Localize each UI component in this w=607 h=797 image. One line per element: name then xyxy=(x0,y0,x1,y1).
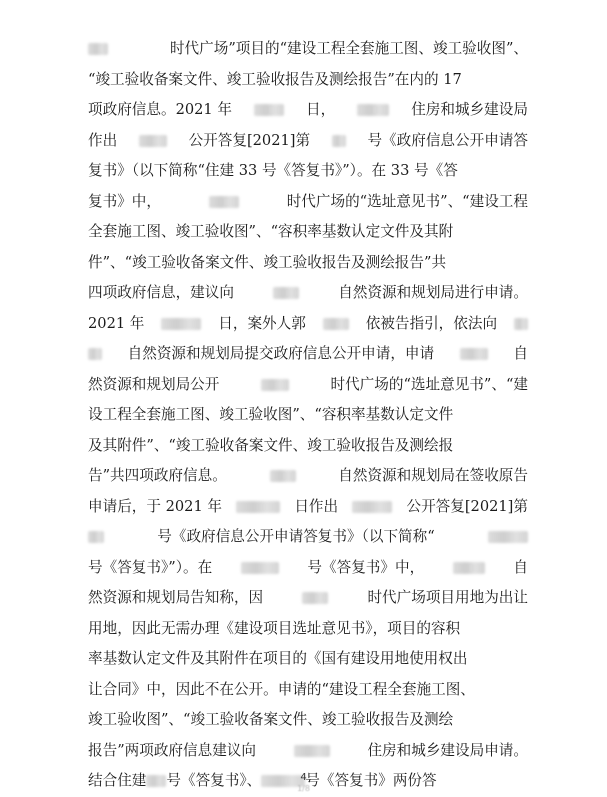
text-line xyxy=(88,583,528,614)
redaction-blur xyxy=(161,318,201,330)
text-segment: 设工程全套施工图、竣工验收图”、“容积率基数认定文件 xyxy=(88,406,454,423)
text-segment: 公开答复[2021]第 xyxy=(188,131,311,149)
text-segment: 结合住建 xyxy=(88,772,147,789)
text-segment: 号《政府信息公开申请答 xyxy=(367,131,528,149)
text-segment: 2021 年 xyxy=(88,314,145,332)
redaction-blur xyxy=(254,104,284,116)
redaction-blur xyxy=(453,562,485,574)
text-segment: 自然资源和规划局提交政府信息公开申请，申请 xyxy=(127,345,435,362)
text-segment: 然资源和规划局公开 xyxy=(88,375,220,393)
redaction-blur xyxy=(357,104,389,116)
text-segment: 件”、“竣工验收备案文件、竣工验收报告及测绘报告”共 xyxy=(88,253,447,271)
text-line xyxy=(88,339,528,370)
text-segment: 时代广场的“选址意见书”、“建设工程 xyxy=(286,192,528,210)
text-line xyxy=(88,614,528,645)
page-total: 1/8 xyxy=(297,784,310,793)
redaction-blur xyxy=(241,562,279,574)
redaction-blur xyxy=(209,196,239,208)
text-segment: 项政府信息。2021 年 xyxy=(88,101,232,118)
text-segment: 时代广场项目用地为出让 xyxy=(367,589,528,606)
text-segment: 作出 xyxy=(88,131,118,149)
redaction-blur xyxy=(261,379,289,391)
redaction-blur xyxy=(488,531,528,543)
text-line xyxy=(88,492,528,523)
text-segment: 四项政府信息，建议向 xyxy=(88,284,234,301)
redaction-blur xyxy=(270,470,296,482)
text-segment: 用地，因此无需办理《建设项目选址意见书》，项目的容积 xyxy=(88,619,461,637)
redaction-blur xyxy=(460,348,488,360)
body-text xyxy=(88,34,528,797)
redaction-blur xyxy=(88,348,102,360)
text-segment: 自然资源和规划局在签收原告 xyxy=(338,467,528,484)
text-segment: 日作出 xyxy=(294,497,339,515)
text-segment: 告”共四项政府信息。 xyxy=(88,467,227,484)
text-segment: 率基数认定文件及其附件在项目的《国有建设用地使用权出 xyxy=(88,650,468,667)
text-line xyxy=(88,248,528,279)
text-segment: 时代广场”项目的“建设工程全套施工图、竣工验收图”、 xyxy=(169,40,528,57)
text-segment: 申请后，于 2021 年 xyxy=(88,497,222,515)
text-segment: 全套施工图、竣工验收图”、“容积率基数认定文件及其附 xyxy=(88,223,454,240)
text-segment: 自 xyxy=(513,558,528,576)
text-line xyxy=(88,522,528,553)
text-segment: “竣工验收备案文件、竣工验收报告及测绘报告”在内的 17 xyxy=(88,70,462,88)
text-line xyxy=(88,370,528,401)
text-line xyxy=(88,217,528,248)
text-segment: 竣工验收图”、“竣工验收备案文件、竣工验收报告及测绘 xyxy=(88,711,454,728)
text-segment: 然资源和规划局告知称，因 xyxy=(88,589,264,606)
text-segment: 号《答复书》两份答 xyxy=(305,772,437,789)
redaction-blur xyxy=(88,531,104,543)
redaction-blur xyxy=(294,745,330,757)
redaction-blur xyxy=(514,318,528,330)
redaction-blur xyxy=(332,135,346,147)
redaction-blur xyxy=(236,501,280,513)
text-line xyxy=(88,675,528,706)
text-line xyxy=(88,309,528,340)
redaction-blur xyxy=(139,135,167,147)
text-line xyxy=(88,431,528,462)
text-segment: 公开答复[2021]第 xyxy=(406,497,528,515)
text-segment: 自然资源和规划局进行申请。 xyxy=(338,284,528,301)
text-segment: 号《答复书》、 xyxy=(166,772,262,789)
text-line xyxy=(88,278,528,309)
text-segment: 让合同》中，因此不在公开。申请的“建设工程全套施工图、 xyxy=(88,680,475,698)
text-segment: 日，案外人郭 xyxy=(218,314,306,332)
text-segment: 复书》（以下简称“住建 33 号《答复书》”）。在 33 号《答 xyxy=(88,162,458,179)
text-line xyxy=(88,400,528,431)
redaction-blur xyxy=(88,43,108,55)
text-segment: 依被告指引，依法向 xyxy=(365,314,498,332)
text-segment: 住房和城乡建设局 xyxy=(411,101,528,118)
text-segment: 号《答复书》”）。在 xyxy=(88,558,213,576)
redaction-blur xyxy=(302,592,328,604)
text-line xyxy=(88,65,528,96)
text-line xyxy=(88,644,528,675)
text-line xyxy=(88,95,528,126)
text-line xyxy=(88,34,528,65)
page-number: 4 xyxy=(300,772,307,783)
text-segment: 报告”两项政府信息建议向 xyxy=(88,741,256,759)
text-segment: 及其附件”、“竣工验收备案文件、竣工验收报告及测绘报 xyxy=(88,436,454,454)
text-segment: 号《政府信息公开申请答复书》（以下简称“ xyxy=(157,528,435,545)
text-segment: 时代广场的“选址意见书”、“建 xyxy=(330,375,528,393)
text-line xyxy=(88,187,528,218)
text-segment: 号《答复书》中， xyxy=(307,558,425,576)
redaction-blur xyxy=(273,287,299,299)
text-line xyxy=(88,736,528,767)
text-line xyxy=(88,461,528,492)
text-segment: 日， xyxy=(305,101,336,118)
text-line xyxy=(88,126,528,157)
text-segment: 住房和城乡建设局申请。 xyxy=(367,741,528,759)
redaction-blur xyxy=(323,318,349,330)
text-segment: 自 xyxy=(513,345,528,362)
text-line xyxy=(88,705,528,736)
redaction-blur xyxy=(352,501,392,513)
text-line xyxy=(88,553,528,584)
text-segment: 复书》中， xyxy=(88,192,161,210)
text-line xyxy=(88,156,528,187)
